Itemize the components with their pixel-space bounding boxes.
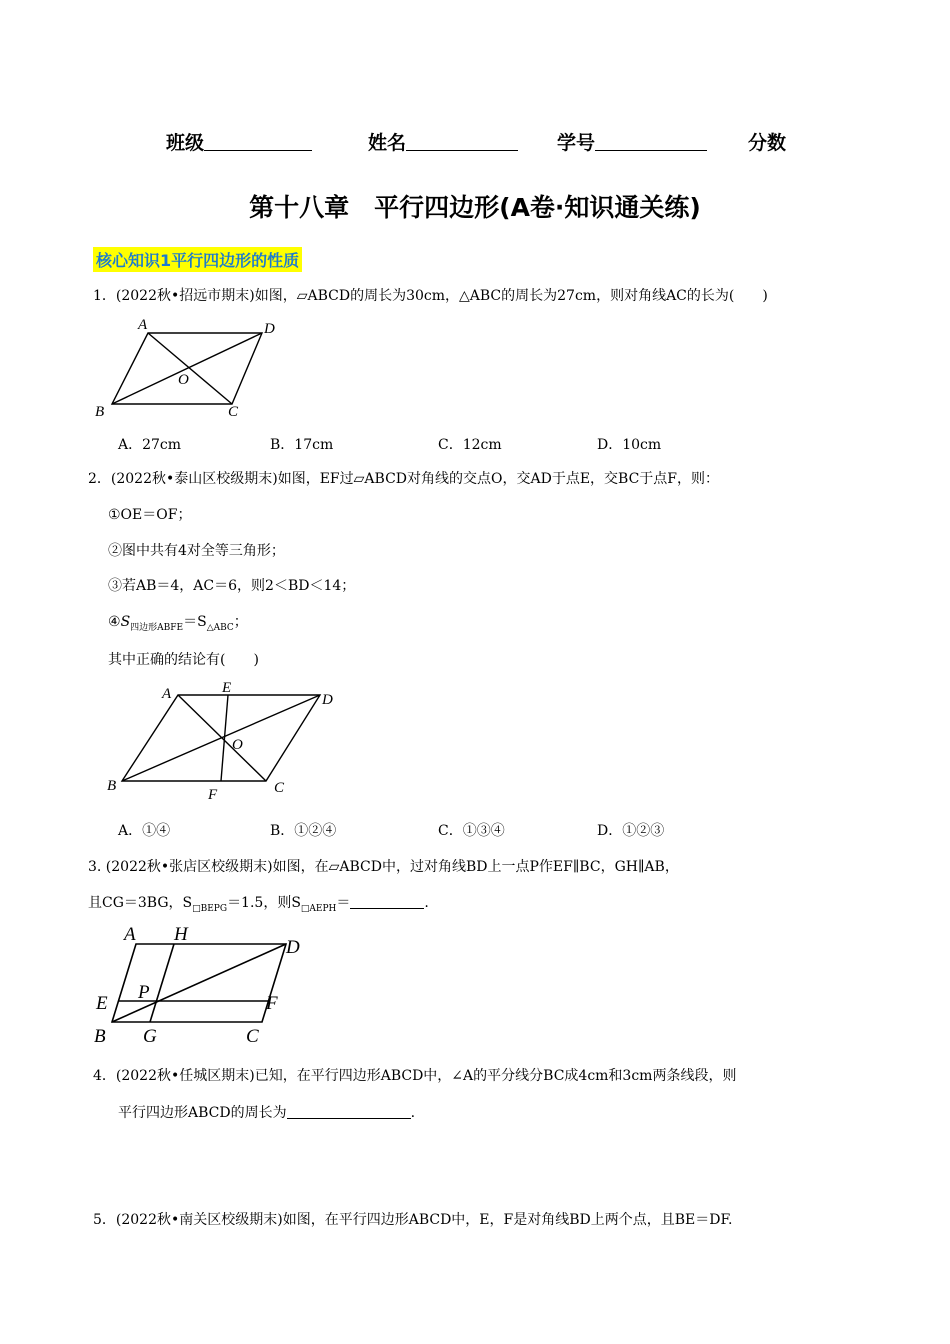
id-blank[interactable]: [595, 132, 707, 151]
class-blank[interactable]: [204, 132, 312, 151]
figure-q2-parallelogram: [100, 676, 350, 804]
q4-answer-blank[interactable]: [287, 1104, 411, 1119]
figure-q3-parallelogram: [90, 918, 320, 1050]
label-b: B: [95, 404, 105, 420]
label-c: C: [246, 1026, 259, 1047]
q2-conclusion: 其中正确的结论有( ): [108, 652, 259, 668]
label-o: O: [232, 737, 243, 753]
label-d: D: [322, 692, 333, 708]
q2-option-b[interactable]: B．①②④: [270, 823, 337, 839]
label-e: E: [96, 993, 108, 1014]
name-blank[interactable]: [406, 132, 518, 151]
question-3-line-2: 且CG＝3BG，$S_{□BEPG}=1.5$，则$S_{□AEPH}=$ .: [88, 895, 429, 914]
q1-option-c[interactable]: C．12cm: [438, 437, 502, 453]
section-heading-1: 核心知识1平行四边形的性质: [93, 247, 302, 272]
q2-statement-2: ②图中共有4对全等三角形；: [108, 543, 285, 559]
q3-answer-blank[interactable]: [350, 894, 424, 909]
name-field: 姓名: [368, 128, 518, 155]
label-b: B: [107, 778, 117, 794]
question-4-line-1: 4．(2022秋•任城区期末)已知，在平行四边形ABCD中，∠A的平分线分BC成4cm和3cm两条线段，则: [93, 1068, 737, 1084]
question-2-stem: 2．(2022秋•泰山区校级期末)如图，EF过▱ABCD对角线的交点O，交AD于点E，交BC于点F，则：: [88, 471, 720, 487]
page-title: 第十八章 平行四边形(A卷·知识通关练): [249, 193, 701, 222]
label-d: D: [286, 937, 300, 958]
q2-option-a[interactable]: A．①④: [118, 823, 171, 839]
question-3-line-1: 3. (2022秋•张店区校级期末)如图，在▱ABCD中，过对角线BD上一点P作EF∥BC，GH∥AB，: [88, 859, 679, 875]
student-id-field: 学号: [557, 128, 707, 155]
label-a: A: [124, 924, 136, 945]
score-field: 分数: [748, 132, 787, 154]
diagonal-bd: [122, 695, 320, 781]
label-c: C: [274, 780, 285, 796]
segment-gh: [150, 944, 174, 1022]
label-b: B: [94, 1026, 106, 1047]
question-5-line-1: 5．(2022秋•南关区校级期末)如图，在平行四边形ABCD中，E，F是对角线BD上两个点，且BE＝DF.: [93, 1212, 733, 1228]
q2-option-d[interactable]: D．①②③: [597, 823, 665, 839]
label-f: F: [266, 993, 278, 1014]
label-o: O: [178, 372, 189, 388]
label-h: H: [174, 924, 188, 945]
q2-statement-3: ③若AB＝4，AC＝6，则2＜BD＜14；: [108, 578, 356, 594]
label-c: C: [228, 404, 239, 420]
question-4-line-2: 平行四边形ABCD的周长为 .: [118, 1105, 416, 1121]
q2-statement-1: ①OE＝OF；: [108, 507, 192, 523]
label-f: F: [208, 787, 218, 803]
question-1-stem: 1．(2022秋•招远市期末)如图，▱ABCD的周长为30cm，△ABC的周长为27cm，则对角线AC的长为( ): [93, 288, 768, 304]
label-e: E: [222, 680, 232, 696]
q1-option-b[interactable]: B．17cm: [270, 437, 334, 453]
label-d: D: [264, 321, 275, 337]
diagonal-ac: [148, 333, 232, 404]
q2-statement-4: $④S_{四边形ABFE}=S_{\triangle ABC}$；: [108, 614, 248, 633]
diagonal-bd: [112, 333, 262, 404]
label-a: A: [162, 686, 172, 702]
q1-option-d[interactable]: D．10cm: [597, 437, 662, 453]
label-g: G: [143, 1026, 157, 1047]
q2-option-c[interactable]: C．①③④: [438, 823, 505, 839]
label-p: P: [138, 982, 150, 1003]
q1-option-a[interactable]: A．27cm: [118, 437, 182, 453]
class-field: 班级: [166, 128, 312, 155]
figure-q1-parallelogram: [90, 312, 290, 422]
label-a: A: [138, 317, 148, 333]
